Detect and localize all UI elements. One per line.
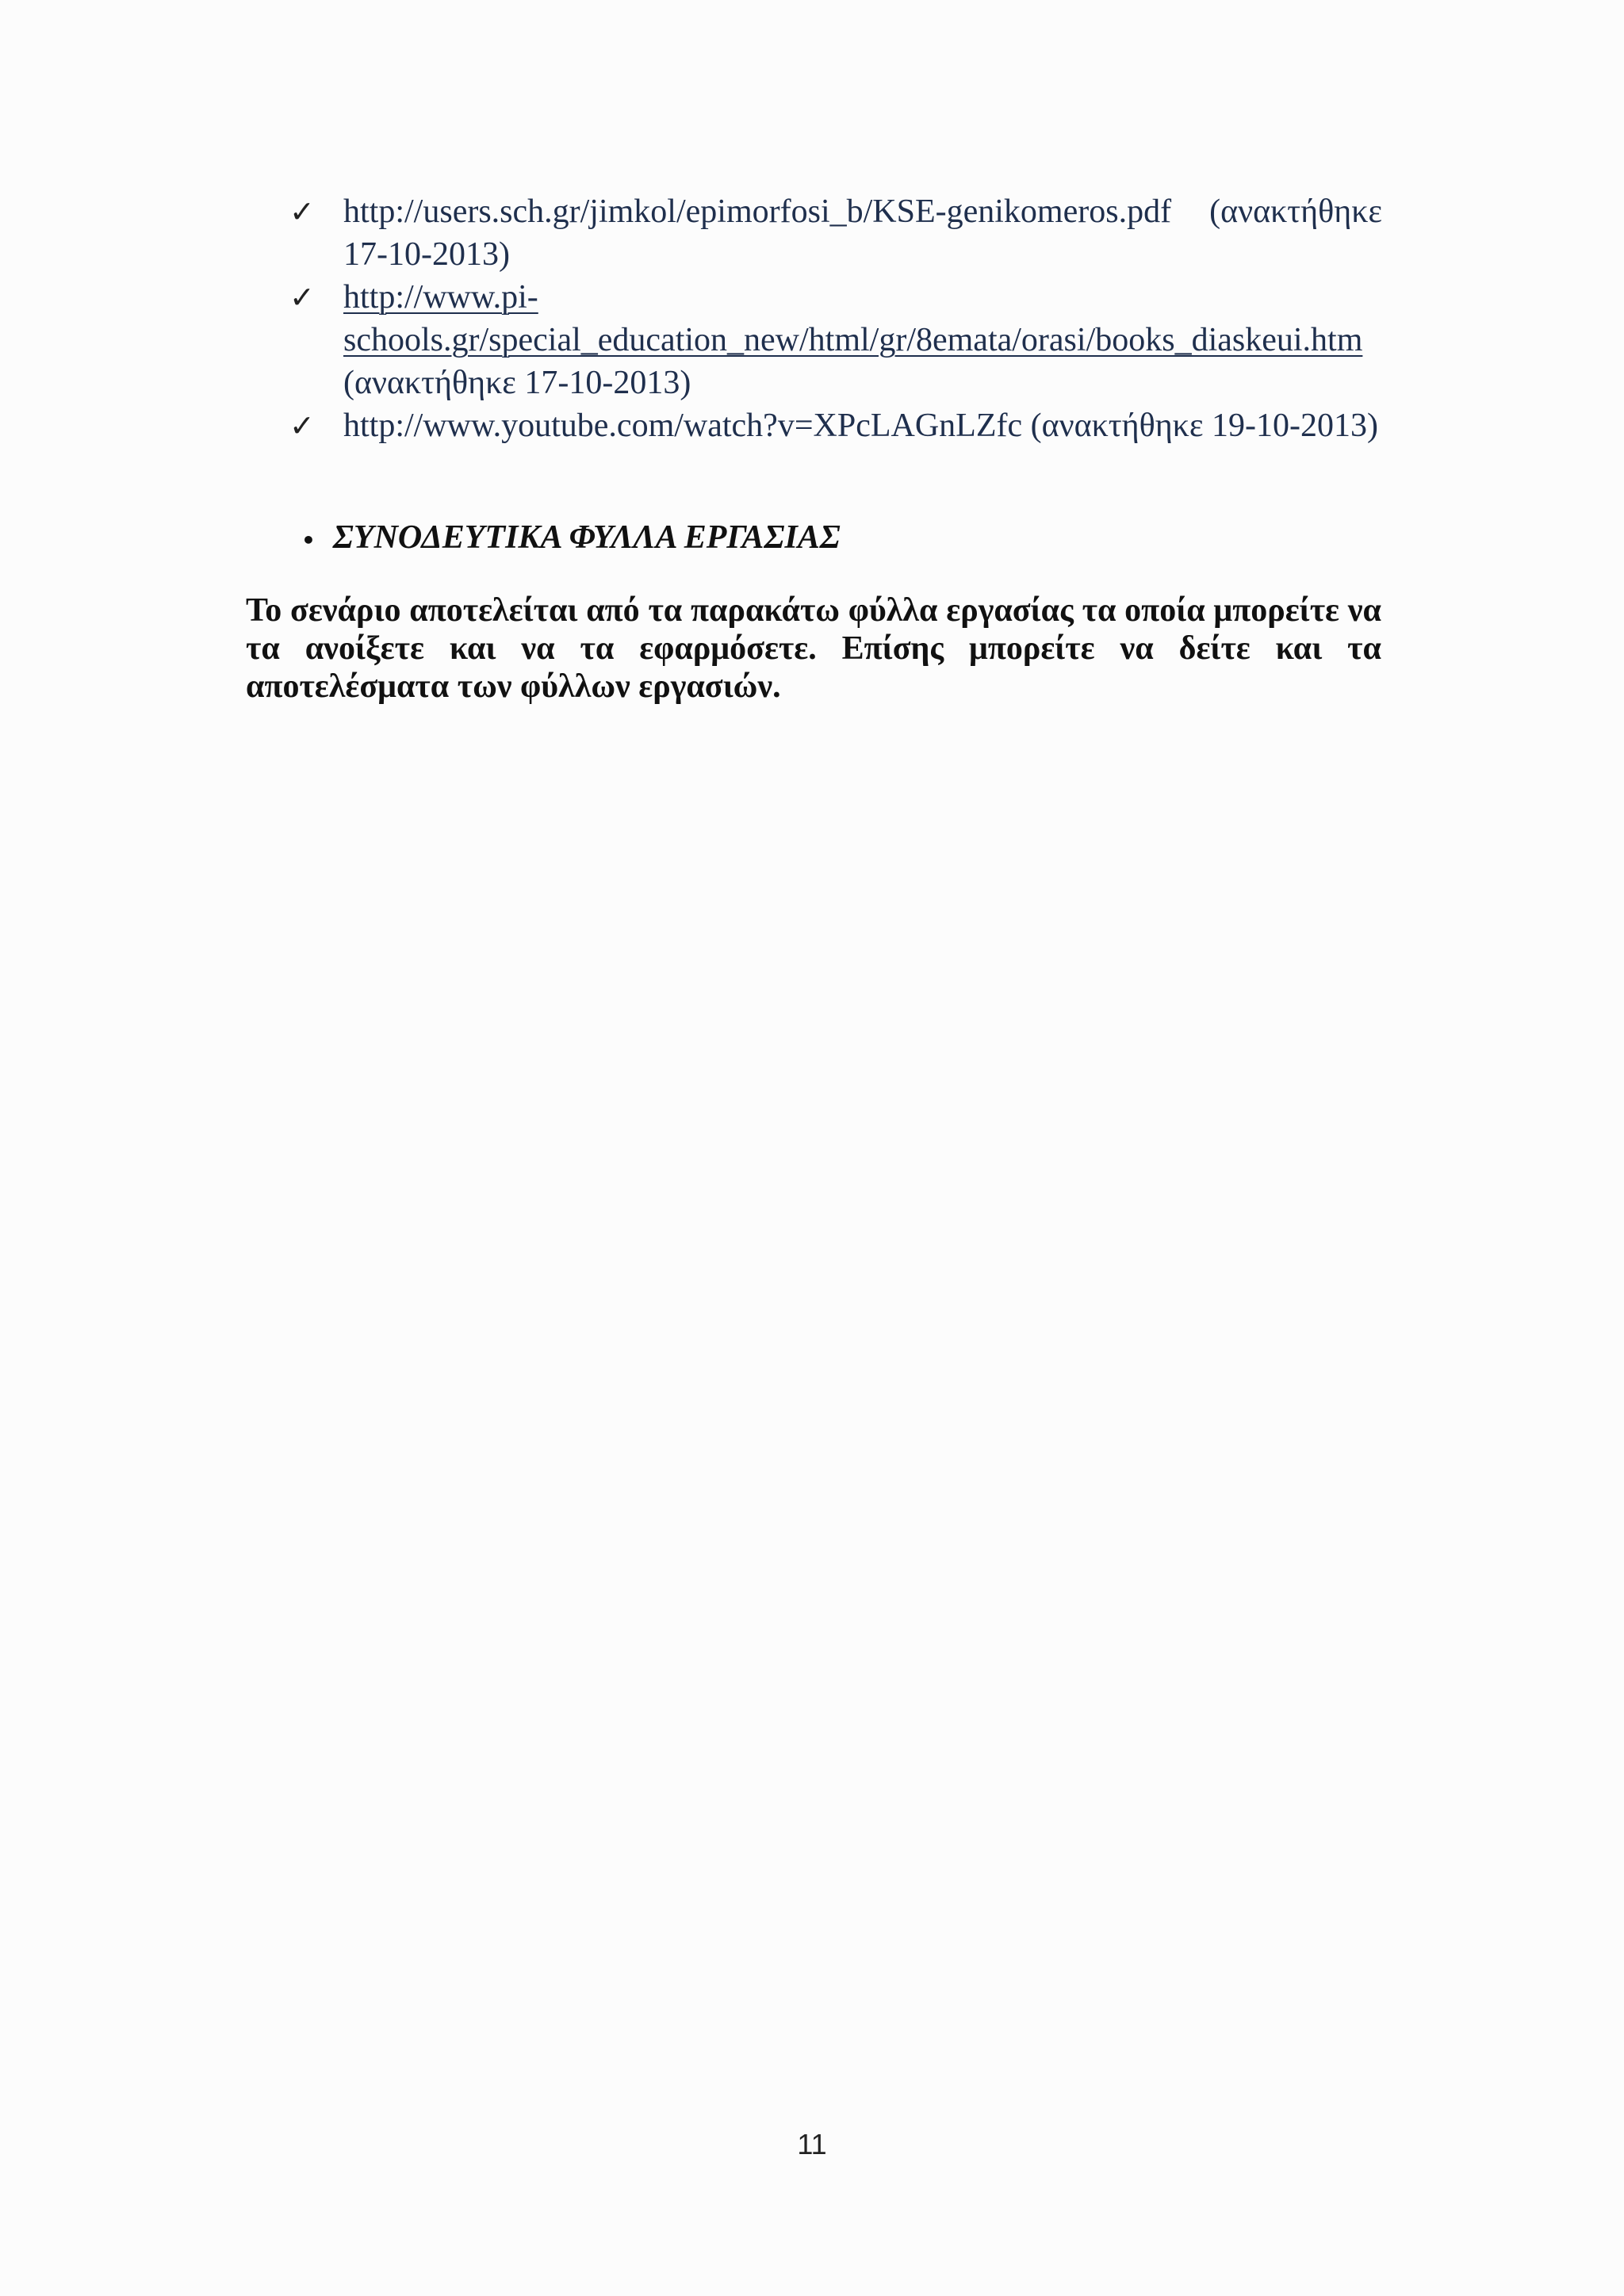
- reference-retrieved-date: 17-10-2013): [343, 236, 510, 273]
- reference-item: [289, 276, 1382, 404]
- reference-item: [289, 404, 1382, 447]
- section-heading: [301, 519, 841, 557]
- checkmark-icon: ✓: [289, 194, 315, 229]
- checkmark-icon: ✓: [289, 280, 315, 315]
- bullet-icon: •: [301, 526, 316, 553]
- reference-retrieved-note: (ανακτήθηκε: [1209, 193, 1382, 230]
- page-number: 11: [797, 2128, 827, 2160]
- body-paragraph: Το σενάριο αποτελείται από τα παρακάτω φύλλα εργασίας τα οποία μπορείτε να τα ανοίξετε και να τα εφαρμόσετε. Επίσης μπορείτε να δείτε και τα αποτελέσματα των φύλλων εργασιών.: [246, 592, 1381, 705]
- reference-link[interactable]: schools.gr/special_education_new/html/gr/8emata/orasi/books_diaskeui.htm: [343, 322, 1363, 358]
- reference-item: [289, 190, 1382, 276]
- reference-url[interactable]: http://www.youtube.com/watch?v=XPcLAGnLZfc (ανακτήθηκε 19-10-2013): [343, 408, 1378, 444]
- reference-link[interactable]: http://www.pi-: [343, 279, 538, 316]
- section-title: ΣΥΝΟΔΕΥΤΙΚΑ ΦΥΛΛΑ ΕΡΓΑΣΙΑΣ: [332, 519, 841, 556]
- reference-url[interactable]: http://users.sch.gr/jimkol/epimorfosi_b/KSE-genikomeros.pdf: [343, 193, 1172, 230]
- checkmark-icon: ✓: [289, 408, 315, 443]
- reference-list: [289, 190, 1382, 447]
- reference-retrieved-note: (ανακτήθηκε 17-10-2013): [343, 365, 691, 401]
